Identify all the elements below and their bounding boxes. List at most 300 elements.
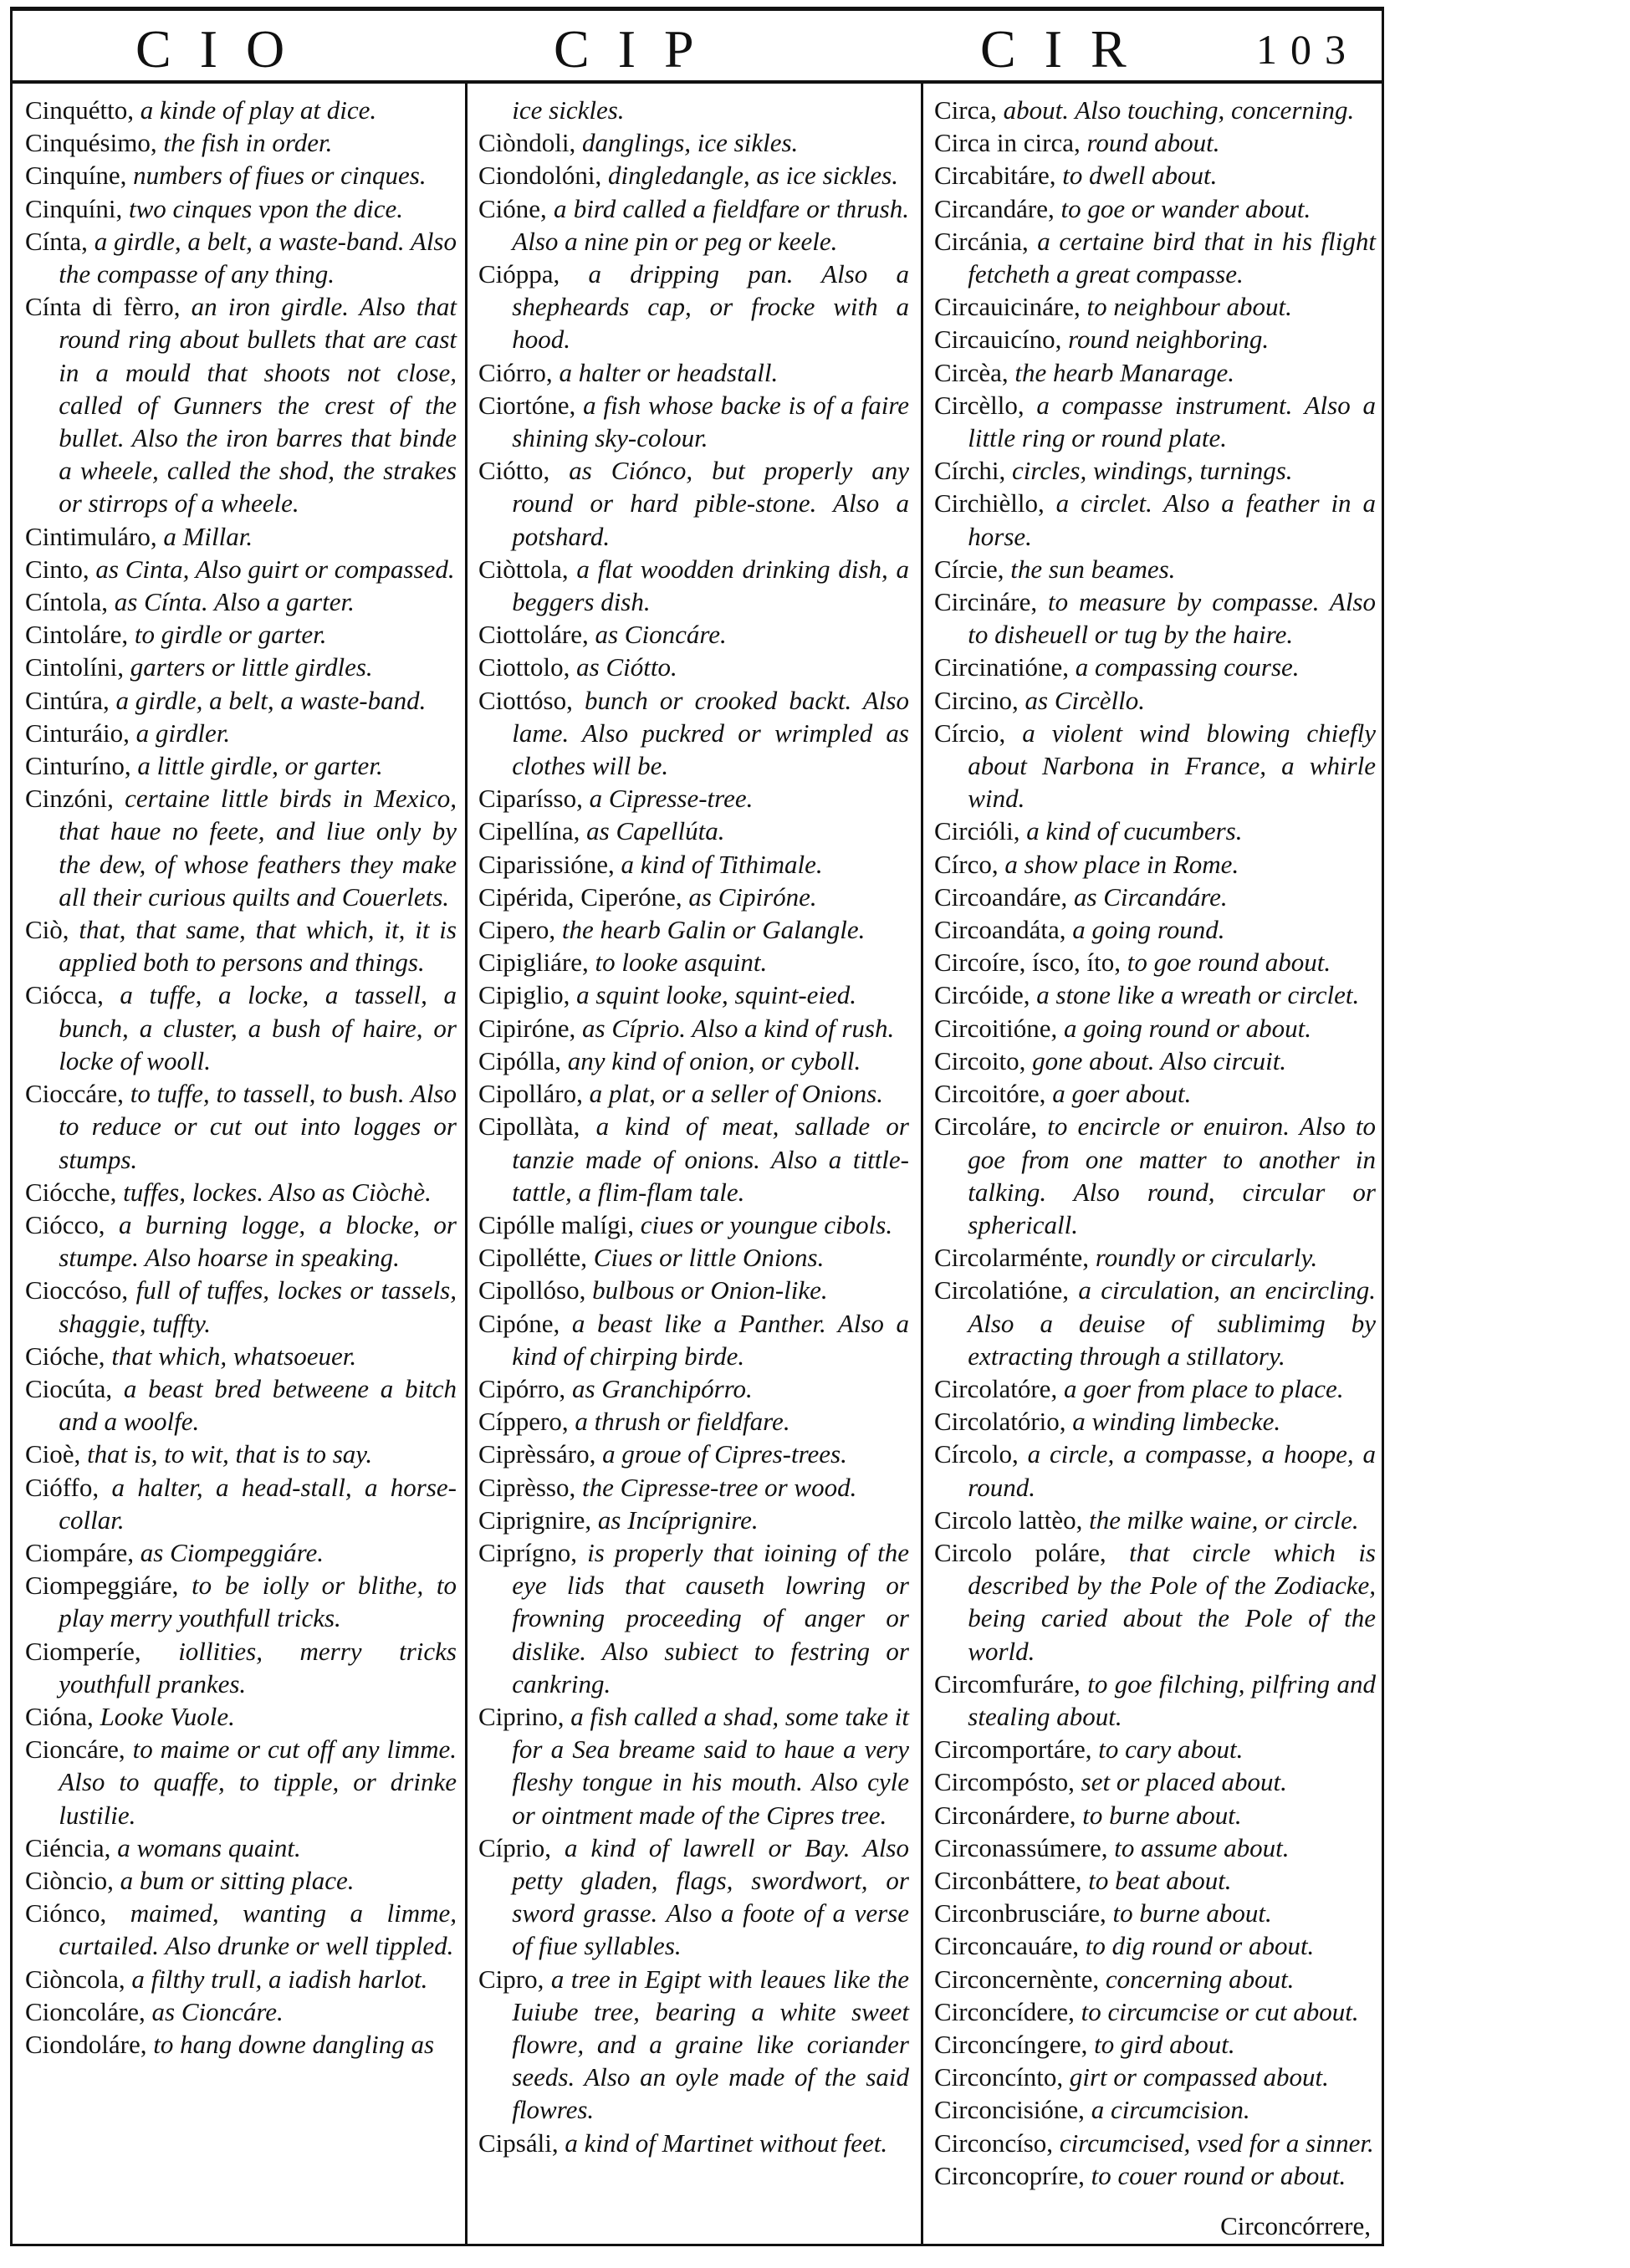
definition: to couer round or about. (1084, 2160, 1346, 2190)
definition: that which, whatsoeuer. (105, 1341, 357, 1371)
catchword: Circoncórrere, (1220, 2211, 1371, 2240)
headword: Cipérida, Ciperóne, (478, 881, 682, 912)
headword: Circabitáre, (934, 161, 1056, 191)
definition: about. Also touching, concerning. (996, 95, 1355, 125)
headword: Cinquétto, (25, 95, 135, 125)
headword: Cióffo, (25, 1472, 100, 1502)
definition: a tuffe, a locke, a tassell, a bunch, a cluster, a bush of haire, or locke of wooll. (59, 980, 457, 1075)
dictionary-entry (934, 290, 1376, 323)
dictionary-entry (25, 1176, 457, 1208)
headword: Circomportáre, (934, 1734, 1092, 1765)
definition: as Ciompeggiáre. (134, 1537, 324, 1567)
headword: Circoláre, (934, 1111, 1038, 1142)
headword: Cipórro, (478, 1373, 566, 1403)
definition: gone about. Also circuit. (1025, 1045, 1287, 1075)
headword: Cipollétte, (478, 1243, 588, 1273)
dictionary-entry (934, 487, 1376, 552)
definition: as Ciónco, but properly any round or hard pible-stone. Also a potshard. (512, 456, 909, 551)
headword: Ciprignire, (478, 1504, 592, 1535)
dictionary-entry (934, 1668, 1376, 1733)
headword: Cipóne, (478, 1308, 560, 1338)
dictionary-entry (934, 848, 1376, 881)
dictionary-entry (478, 1241, 909, 1274)
definition: a girdle, a belt, a waste-band. (109, 685, 427, 715)
definition: a fish whose backe is of a faire shining sky-colour. (512, 390, 909, 453)
headword: Ciottolo, (478, 652, 570, 682)
definition: the sun beames. (1004, 554, 1176, 584)
headword: Cinturíno, (25, 751, 131, 781)
dictionary-entry (25, 126, 457, 159)
definition: bulbous or Onion-like. (585, 1275, 828, 1305)
definition: a Millar. (156, 521, 253, 551)
dictionary-entry (934, 1864, 1376, 1897)
dictionary-entry (25, 1831, 457, 1864)
headword: Cíppero, (478, 1407, 569, 1437)
definition: as Cioncáre. (588, 620, 727, 650)
definition: a goer about. (1045, 1079, 1192, 1109)
dictionary-entry (934, 1405, 1376, 1438)
definition: round about. (1080, 128, 1220, 158)
headword: Circauicináre, (934, 292, 1081, 322)
definition: as Capellúta. (580, 816, 725, 846)
headword: Circa in circa, (934, 128, 1081, 158)
headword: Circoíre, ísco, íto, (934, 948, 1121, 978)
dictionary-entry (25, 1635, 457, 1700)
definition: to burne about. (1106, 1898, 1272, 1928)
dictionary-entry (934, 323, 1376, 355)
headword: Ciortóne, (478, 390, 576, 420)
dictionary-entry (934, 2028, 1376, 2061)
headword: Circináre, (934, 587, 1038, 617)
headword: Cipiróne, (478, 1013, 576, 1043)
definition: a beast bred betweene a bitch and a woolfe. (59, 1373, 457, 1437)
headword: Cipro, (478, 1964, 544, 1994)
headword: Circoncídere, (934, 1996, 1075, 2026)
dictionary-entry (478, 1077, 909, 1110)
definition: the fish in order. (156, 128, 333, 158)
headword: Círcolo, (934, 1439, 1019, 1469)
headword: Cínta di fèrro, (25, 292, 181, 322)
definition: a flat woodden drinking dish, a beggers dish. (512, 554, 909, 617)
headword: Ciprèsso, (478, 1472, 576, 1502)
headword: Cióche, (25, 1341, 105, 1371)
definition: the milke waine, or circle. (1082, 1504, 1359, 1535)
column-2 (478, 94, 909, 2159)
definition: bunch or crooked backt. Also lame. Also puckred or wrimpled as clothes will be. (512, 685, 909, 781)
dictionary-entry (478, 1405, 909, 1438)
dictionary-entry (478, 159, 909, 192)
definition: to goe round about. (1120, 948, 1331, 978)
definition: the Cipresse-tree or wood. (575, 1472, 857, 1502)
running-header (10, 7, 1384, 84)
headword: Ciompáre, (25, 1537, 134, 1567)
definition: to maime or cut off any limme. Also to quaffe, to tipple, or drinke lustilie. (59, 1734, 457, 1830)
definition: Ciues or little Onions. (587, 1243, 825, 1273)
definition: a winding limbecke. (1065, 1407, 1281, 1437)
definition: round neighboring. (1061, 324, 1270, 355)
definition: ciues or youngue cibols. (634, 1209, 893, 1239)
headword: Circino, (934, 685, 1019, 715)
dictionary-entry (478, 815, 909, 847)
dictionary-entry (478, 881, 909, 913)
dictionary-entry (934, 1504, 1376, 1536)
definition: to burne about. (1076, 1800, 1242, 1830)
headword: Circonassúmere, (934, 1832, 1108, 1862)
dictionary-entry (25, 1700, 457, 1733)
dictionary-entry (478, 684, 909, 783)
headword: Circolo lattèo, (934, 1504, 1083, 1535)
dictionary-entry (478, 913, 909, 946)
headword: Cioè, (25, 1439, 81, 1469)
headword: Cipsáli, (478, 2128, 559, 2158)
headword: Cintimuláro, (25, 521, 157, 551)
dictionary-entry (934, 1733, 1376, 1765)
dictionary-entry (934, 94, 1376, 126)
definition: maimed, wanting a limme, curtailed. Also drunke or well tippled. (59, 1898, 457, 1961)
dictionary-entry (478, 126, 909, 159)
dictionary-entry (25, 782, 457, 913)
dictionary-entry (25, 717, 457, 749)
headword: Circóide, (934, 980, 1030, 1010)
headword: Ciòndoli, (478, 128, 576, 158)
header-center-guideword: CIP (554, 19, 723, 79)
headword: Cipollóso, (478, 1275, 586, 1305)
definition: that circle which is described by the Pole of the Zodiacke, being caried about the Pole of the world. (968, 1537, 1376, 1666)
headword: Ciócco, (25, 1209, 105, 1239)
definition: a violent wind blowing chiefly about Narbona in France, a whirle wind. (968, 718, 1376, 814)
dictionary-entry (25, 1372, 457, 1438)
headword: Circoito, (934, 1045, 1026, 1075)
definition: a plat, or a seller of Onions. (582, 1079, 883, 1109)
headword: Circoandáta, (934, 915, 1066, 945)
definition: to neighbour about. (1080, 292, 1292, 322)
headword: Circompósto, (934, 1767, 1075, 1797)
column-1 (25, 94, 457, 2061)
definition: a girdler. (129, 718, 231, 748)
headword: Circolarménte, (934, 1243, 1090, 1273)
definition: dingledangle, as ice sickles. (601, 161, 898, 191)
definition: two cinques vpon the dice. (122, 193, 404, 223)
dictionary-entry (25, 159, 457, 192)
headword: Circonárdere, (934, 1800, 1076, 1830)
definition: a kind of cucumbers. (1019, 816, 1243, 846)
dictionary-entry (25, 2028, 457, 2061)
dictionary-entry (478, 1045, 909, 1077)
definition: circles, windings, turnings. (1005, 456, 1293, 486)
definition: a bum or sitting place. (113, 1865, 355, 1895)
dictionary-entry (478, 848, 909, 881)
dictionary-entry (25, 1995, 457, 2028)
headword: Circolo poláre, (934, 1537, 1106, 1567)
headword: Circa, (934, 95, 997, 125)
dictionary-entry (934, 192, 1376, 225)
headword: Cioccóso, (25, 1275, 129, 1305)
dictionary-entry (478, 946, 909, 978)
definition: iollities, merry tricks youthfull prankes. (59, 1636, 457, 1698)
header-left-guideword: CIO (135, 19, 314, 79)
headword: Circoandáre, (934, 881, 1068, 912)
headword: Circinatióne, (934, 652, 1069, 682)
headword: Cintúra, (25, 685, 110, 715)
headword: Ciprino, (478, 1701, 565, 1731)
headword: Circoncíso, (934, 2128, 1054, 2158)
dictionary-entry (934, 684, 1376, 717)
dictionary-entry (478, 1504, 909, 1536)
definition: to goe or wander about. (1054, 193, 1311, 223)
dictionary-entry (25, 684, 457, 717)
definition: numbers of fiues or cinques. (126, 161, 427, 191)
headword: Cintolíni, (25, 652, 124, 682)
dictionary-entry (478, 1438, 909, 1470)
dictionary-entry (478, 1274, 909, 1306)
dictionary-entry (934, 225, 1376, 290)
page-number: 103 (1256, 26, 1359, 73)
headword: Círchi, (934, 456, 1006, 486)
dictionary-entry (934, 585, 1376, 651)
definition: a kind of meat, sallade or tanzie made of onions. Also a tittle-tattle, a flim-flam tale. (512, 1111, 909, 1207)
dictionary-entry (934, 1995, 1376, 2028)
headword: Ciòncio, (25, 1865, 114, 1895)
headword: Circomfuráre, (934, 1668, 1081, 1698)
definition: to be iolly or blithe, to play merry youthfull tricks. (59, 1571, 457, 1633)
headword: Cinto, (25, 554, 89, 584)
definition: to gird about. (1087, 2029, 1235, 2059)
headword: Circhièllo, (934, 488, 1045, 518)
headword: Ciéncia, (25, 1832, 111, 1862)
headword: Cipólla, (478, 1045, 562, 1075)
headword: Ciónco, (25, 1898, 107, 1928)
headword: Cinquíni, (25, 193, 123, 223)
definition: a kinde of play at dice. (134, 95, 377, 125)
headword: Cioccáre, (25, 1079, 124, 1109)
headword: Cíprio, (478, 1832, 551, 1862)
definition: as Circandáre. (1067, 881, 1228, 912)
dictionary-entry (934, 356, 1376, 389)
definition: a kind of Tithimale. (614, 849, 823, 879)
dictionary-entry (478, 1307, 909, 1372)
dictionary-entry (934, 913, 1376, 946)
headword: Cipiglio, (478, 980, 570, 1010)
dictionary-entry (478, 1110, 909, 1208)
headword: Ciomperíe, (25, 1636, 141, 1666)
headword: Circoncíngere, (934, 2029, 1088, 2059)
dictionary-entry (25, 290, 457, 519)
definition: a little girdle, or garter. (130, 751, 383, 781)
definition: roundly or circularly. (1089, 1243, 1318, 1273)
dictionary-entry (478, 1471, 909, 1504)
dictionary-entry (25, 749, 457, 782)
dictionary-entry (934, 2159, 1376, 2192)
headword: Circánia, (934, 226, 1029, 256)
dictionary-entry (934, 389, 1376, 454)
dictionary-entry (934, 1077, 1376, 1110)
dictionary-entry (934, 2061, 1376, 2093)
dictionary-entry (25, 1963, 457, 1995)
definition: to measure by compasse. Also to disheuell or tug by the haire. (968, 587, 1376, 650)
definition: to girdle or garter. (128, 620, 327, 650)
definition: set or placed about. (1074, 1767, 1287, 1797)
dictionary-entry (934, 1897, 1376, 1929)
definition: a filthy trull, a iadish harlot. (125, 1964, 428, 1994)
headword: Circióli, (934, 816, 1020, 846)
dictionary-entry (934, 978, 1376, 1011)
dictionary-entry (25, 1438, 457, 1470)
dictionary-entry (934, 454, 1376, 487)
dictionary-entry (934, 2127, 1376, 2159)
definition: certaine little birds in Mexico, that haue no feete, and liue only by the dew, of whose feathers they make all their curious quilts and Couerlets. (59, 784, 457, 912)
dictionary-entry (478, 978, 909, 1011)
headword: Circoncopríre, (934, 2160, 1085, 2190)
definition: that is, to wit, that is to say. (80, 1439, 373, 1469)
dictionary-entry (478, 389, 909, 454)
definition: girt or compassed about. (1063, 2062, 1329, 2092)
dictionary-entry (25, 1864, 457, 1897)
headword: Cínta, (25, 226, 88, 256)
dictionary-entry (478, 1831, 909, 1963)
definition: a goer from place to place. (1057, 1373, 1344, 1403)
definition: as Granchipórro. (565, 1373, 753, 1403)
dictionary-entry (934, 1765, 1376, 1798)
dictionary-entry (478, 192, 909, 258)
dictionary-entry (25, 553, 457, 585)
definition: a groue of Cipres-trees. (595, 1439, 847, 1469)
dictionary-entry (934, 1045, 1376, 1077)
definition: a compasse instrument. Also a little ring or round plate. (968, 390, 1376, 453)
definition: full of tuffes, lockes or tassels, shaggie, tuffty. (59, 1275, 457, 1338)
dictionary-entry (934, 1929, 1376, 1962)
headword: Ciparissióne, (478, 849, 615, 879)
definition: a going round or about. (1057, 1013, 1311, 1043)
headword: Circonbrusciáre, (934, 1898, 1106, 1928)
dictionary-entry (478, 553, 909, 618)
definition: a burning logge, a blocke, or stumpe. Also hoarse in speaking. (59, 1209, 457, 1273)
dictionary-entry (25, 1897, 457, 1962)
definition: a beast like a Panther. Also a kind of chirping birde. (512, 1308, 909, 1371)
definition: a thrush or fieldfare. (568, 1407, 790, 1437)
headword: Ciòttola, (478, 554, 569, 584)
definition: any kind of onion, or cyboll. (561, 1045, 861, 1075)
dictionary-entry (478, 618, 909, 651)
headword: Ciparísso, (478, 784, 583, 814)
headword: Ciocúta, (25, 1373, 113, 1403)
headword: Cipólle malígi, (478, 1209, 634, 1239)
dictionary-entry (478, 1700, 909, 1831)
headword: Circèa, (934, 357, 1009, 387)
definition: as Cínta. Also a garter. (108, 587, 355, 617)
definition: a Cipresse-tree. (582, 784, 754, 814)
dictionary-entry (25, 1569, 457, 1634)
headword: Cióne, (478, 193, 547, 223)
dictionary-entry (478, 2127, 909, 2159)
headword: Ciòncola, (25, 1964, 125, 1994)
dictionary-entry (25, 1340, 457, 1372)
headword: Ciondoláre, (25, 2029, 147, 2059)
dictionary-entry (25, 1077, 457, 1176)
definition: to circumcise or cut about. (1074, 1996, 1359, 2026)
headword: Circoncisióne, (934, 2095, 1085, 2125)
headword: Cipellína, (478, 816, 580, 846)
definition: to dig round or about. (1078, 1931, 1315, 1961)
definition: as Ciótto. (570, 652, 677, 682)
dictionary-entry (934, 651, 1376, 683)
definition: to dwell about. (1055, 161, 1218, 191)
dictionary-entry (478, 1536, 909, 1700)
headword: Cinzóni, (25, 784, 114, 814)
headword: Cipolláro, (478, 1079, 583, 1109)
headword: Cinquíne, (25, 161, 127, 191)
definition: a tree in Egipt with leaues like the Iuiube tree, bearing a white sweet flowre, and a graine like coriander seeds. Also an oyle made of the said flowres. (512, 1964, 909, 2125)
headword: Ciompeggiáre, (25, 1571, 179, 1601)
definition: to looke asquint. (588, 948, 768, 978)
definition: to assume about. (1107, 1832, 1290, 1862)
column-3 (934, 94, 1376, 2192)
definition: a dripping pan. Also a shepheards cap, or frocke with a hood. (512, 259, 909, 355)
headword: Circauicíno, (934, 324, 1062, 355)
headword: Ciò, (25, 915, 69, 945)
dictionary-entry (25, 1733, 457, 1831)
column-rule (465, 84, 468, 2245)
definition: a show place in Rome. (998, 849, 1239, 879)
definition: as Cioncáre. (145, 1996, 284, 2026)
definition: a circle, a compasse, a hoope, a round. (968, 1439, 1376, 1502)
definition: to beat about. (1081, 1865, 1232, 1895)
headword: Ciórro, (478, 357, 553, 387)
headword: Cioncoláre, (25, 1996, 146, 2026)
headword: Ciócca, (25, 980, 104, 1010)
dictionary-entry (934, 1963, 1376, 1995)
definition: circumcised, vsed for a sinner. (1053, 2128, 1374, 2158)
headword: Cinturáio, (25, 718, 130, 748)
headword: Círcio, (934, 718, 1006, 748)
headword: Circoitóre, (934, 1079, 1046, 1109)
definition: a certaine bird that in his flight fetcheth a great compasse. (968, 226, 1376, 289)
entry-continuation: ice sickles. (512, 95, 625, 125)
headword: Ciondolóni, (478, 161, 602, 191)
headword: Circolatóre, (934, 1373, 1058, 1403)
headword: Círcie, (934, 554, 1004, 584)
headword: Cinquésimo, (25, 128, 157, 158)
definition: a stone like a wreath or circlet. (1030, 980, 1360, 1010)
definition: as Circèllo. (1018, 685, 1146, 715)
dictionary-entry (934, 1372, 1376, 1405)
definition: a circlet. Also a feather in a horse. (968, 488, 1376, 551)
dictionary-entry (934, 946, 1376, 978)
dictionary-entry (478, 454, 909, 553)
dictionary-entry (25, 94, 457, 126)
definition: to hang downe dangling as (146, 2029, 435, 2059)
definition: danglings, ice sikles. (575, 128, 799, 158)
headword: Cioncáre, (25, 1734, 125, 1765)
definition: a compassing course. (1068, 652, 1300, 682)
dictionary-entry (934, 1274, 1376, 1372)
dictionary-entry (25, 1208, 457, 1274)
dictionary-entry (934, 815, 1376, 847)
definition: garters or little girdles. (124, 652, 373, 682)
definition: is properly that ioining of the eye lids that causeth lowring or frowning proceeding of anger or dislike. Also subiect to festring or cankring. (512, 1537, 909, 1698)
headword: Círco, (934, 849, 999, 879)
dictionary-entry (25, 913, 457, 978)
definition: a bird called a fieldfare or thrush. Also a nine pin or peg or keele. (512, 193, 909, 256)
headword: Circèllo, (934, 390, 1024, 420)
definition: tuffes, lockes. Also as Ciòchè. (116, 1177, 432, 1207)
dictionary-entry (934, 1438, 1376, 1503)
definition: to encircle or enuiron. Also to goe from one matter to another in talking. Also round, circular or sphericall. (968, 1111, 1376, 1239)
definition: Looke Vuole. (93, 1701, 235, 1731)
headword: Circoncínto, (934, 2062, 1064, 2092)
column-rule (921, 84, 923, 2245)
definition: a kind of Martinet without feet. (558, 2128, 888, 2158)
definition: a going round. (1065, 915, 1225, 945)
